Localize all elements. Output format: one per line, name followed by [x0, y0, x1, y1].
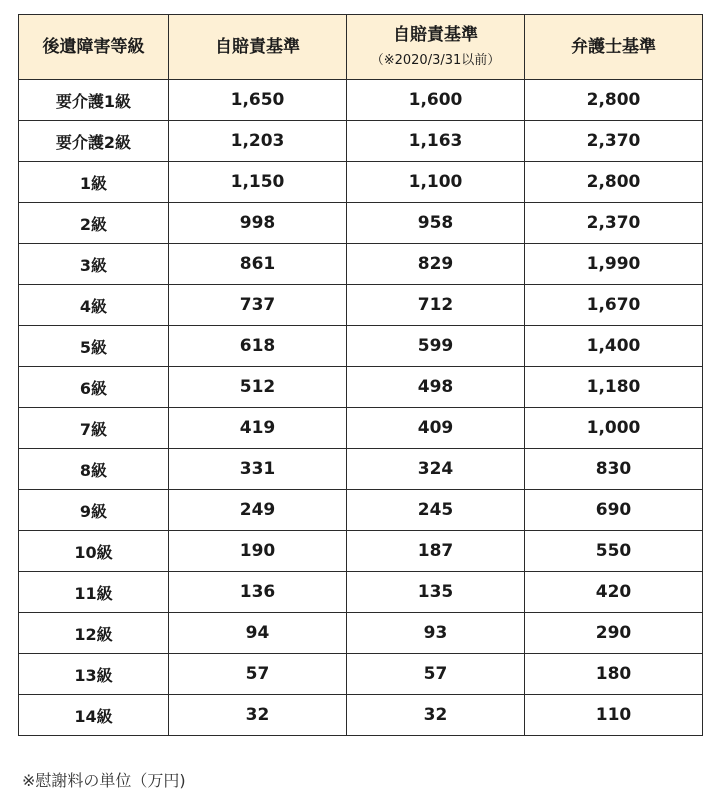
cell-jibaiseki-old: 409: [347, 408, 525, 449]
cell-jibaiseki: 1,203: [169, 121, 347, 162]
cell-grade: 11級: [19, 572, 169, 613]
header-jibaiseki-old-label: 自賠責基準: [393, 25, 478, 45]
cell-jibaiseki-old: 32: [347, 695, 525, 736]
table-row: [19, 449, 703, 490]
cell-jibaiseki-old: 93: [347, 613, 525, 654]
table-header-row: [19, 15, 703, 80]
cell-jibaiseki: 57: [169, 654, 347, 695]
cell-grade: 1級: [19, 162, 169, 203]
cell-grade: 4級: [19, 285, 169, 326]
cell-grade: 7級: [19, 408, 169, 449]
table-row: [19, 203, 703, 244]
cell-jibaiseki: 32: [169, 695, 347, 736]
cell-jibaiseki: 512: [169, 367, 347, 408]
cell-grade: 10級: [19, 531, 169, 572]
cell-jibaiseki: 249: [169, 490, 347, 531]
cell-grade: 13級: [19, 654, 169, 695]
table-row: [19, 613, 703, 654]
cell-bengoshi: 690: [525, 490, 703, 531]
cell-grade: 8級: [19, 449, 169, 490]
cell-jibaiseki: 1,150: [169, 162, 347, 203]
cell-jibaiseki: 737: [169, 285, 347, 326]
cell-bengoshi: 1,670: [525, 285, 703, 326]
cell-bengoshi: 1,000: [525, 408, 703, 449]
cell-bengoshi: 1,990: [525, 244, 703, 285]
table-row: [19, 162, 703, 203]
cell-jibaiseki: 190: [169, 531, 347, 572]
table-row: [19, 80, 703, 121]
cell-jibaiseki-old: 324: [347, 449, 525, 490]
header-jibaiseki-old: [347, 15, 525, 80]
header-grade: 後遺障害等級: [19, 15, 169, 80]
cell-jibaiseki: 998: [169, 203, 347, 244]
cell-grade: 9級: [19, 490, 169, 531]
table-row: [19, 572, 703, 613]
cell-grade: 要介護2級: [19, 121, 169, 162]
cell-bengoshi: 110: [525, 695, 703, 736]
cell-jibaiseki-old: 245: [347, 490, 525, 531]
header-jibaiseki: 自賠責基準: [169, 15, 347, 80]
compensation-table: [18, 14, 703, 736]
cell-jibaiseki-old: 958: [347, 203, 525, 244]
table-row: [19, 285, 703, 326]
cell-jibaiseki: 861: [169, 244, 347, 285]
cell-bengoshi: 420: [525, 572, 703, 613]
table-row: [19, 121, 703, 162]
cell-jibaiseki-old: 1,100: [347, 162, 525, 203]
cell-jibaiseki-old: 829: [347, 244, 525, 285]
cell-grade: 2級: [19, 203, 169, 244]
cell-bengoshi: 1,400: [525, 326, 703, 367]
cell-jibaiseki-old: 712: [347, 285, 525, 326]
cell-jibaiseki-old: 1,600: [347, 80, 525, 121]
cell-jibaiseki: 331: [169, 449, 347, 490]
cell-jibaiseki: 136: [169, 572, 347, 613]
table-row: [19, 531, 703, 572]
cell-grade: 6級: [19, 367, 169, 408]
header-bengoshi: 弁護士基準: [525, 15, 703, 80]
compensation-table-container: [18, 14, 702, 736]
table-body: [19, 80, 703, 736]
cell-bengoshi: 2,800: [525, 162, 703, 203]
cell-jibaiseki-old: 1,163: [347, 121, 525, 162]
cell-bengoshi: 180: [525, 654, 703, 695]
cell-jibaiseki-old: 187: [347, 531, 525, 572]
cell-jibaiseki: 618: [169, 326, 347, 367]
cell-grade: 14級: [19, 695, 169, 736]
table-row: [19, 654, 703, 695]
cell-jibaiseki-old: 498: [347, 367, 525, 408]
table-row: [19, 326, 703, 367]
cell-grade: 5級: [19, 326, 169, 367]
cell-jibaiseki-old: 57: [347, 654, 525, 695]
cell-jibaiseki: 1,650: [169, 80, 347, 121]
cell-grade: 3級: [19, 244, 169, 285]
cell-jibaiseki-old: 599: [347, 326, 525, 367]
cell-grade: 12級: [19, 613, 169, 654]
cell-jibaiseki: 94: [169, 613, 347, 654]
cell-bengoshi: 2,370: [525, 203, 703, 244]
cell-jibaiseki: 419: [169, 408, 347, 449]
table-row: [19, 244, 703, 285]
cell-bengoshi: 290: [525, 613, 703, 654]
cell-grade: 要介護1級: [19, 80, 169, 121]
table-row: [19, 367, 703, 408]
table-row: [19, 490, 703, 531]
cell-bengoshi: 550: [525, 531, 703, 572]
unit-note: ※慰謝料の単位（万円): [22, 771, 186, 790]
cell-bengoshi: 830: [525, 449, 703, 490]
table-row: [19, 408, 703, 449]
cell-jibaiseki-old: 135: [347, 572, 525, 613]
table-header: [19, 15, 703, 80]
cell-bengoshi: 1,180: [525, 367, 703, 408]
table-row: [19, 695, 703, 736]
cell-bengoshi: 2,370: [525, 121, 703, 162]
cell-bengoshi: 2,800: [525, 80, 703, 121]
header-jibaiseki-old-note: （※2020/3/31以前）: [370, 53, 501, 68]
